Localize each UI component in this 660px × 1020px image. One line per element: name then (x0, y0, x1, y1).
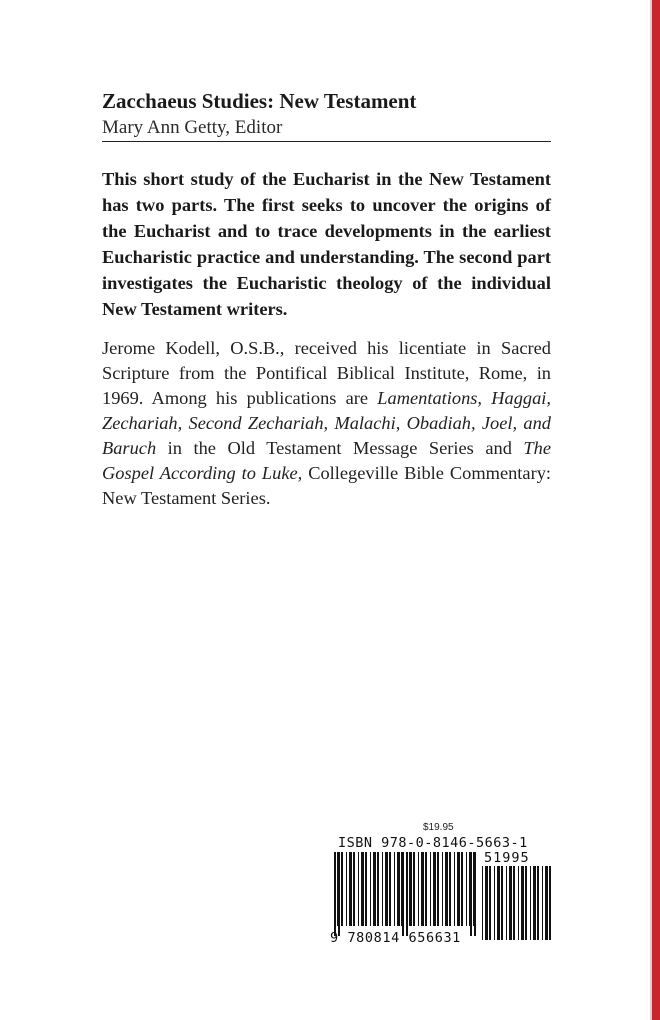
isbn-label: ISBN 978-0-8146-5663-1 (338, 835, 528, 851)
series-editor: Mary Ann Getty, Editor (102, 117, 283, 138)
bio-mid: in the Old Testament Message Series and (156, 438, 524, 458)
barcode-digits: 9 780814 656631 (330, 930, 461, 946)
spine-edge (652, 0, 660, 1020)
author-bio (102, 336, 551, 511)
bio-intro: Jerome Kodell, O.S.B., received his licentiate in Sacred Scripture from the Pontifical Biblical Institute, Rome, in 1969. Among his publications are (102, 338, 551, 408)
series-header (102, 88, 552, 140)
book-summary: This short study of the Eucharist in the New Testament has two parts. The first seeks to uncover the origins of the Eucharist and to trace developments in the earliest Eucharistic practice and understanding. The second part investigates the Eucharistic theology of the individual New Testament writers. (102, 169, 551, 319)
header-divider (102, 141, 551, 142)
bio-book-title-1: Lamentations, Haggai, Zechariah, Second Zechariah, Malachi, Obadiah, Joel, and Baruch (102, 388, 551, 458)
addon-digits: 51995 (484, 850, 530, 866)
series-title: Zacchaeus Studies: New Testament (102, 89, 417, 113)
bio-book-title-2: The Gospel According to Luke, (102, 438, 551, 483)
price-label: $19.95 (423, 822, 454, 833)
isbn-barcode (330, 822, 556, 950)
bio-end: Collegeville Bible Commentary: New Testament Series. (102, 463, 552, 508)
